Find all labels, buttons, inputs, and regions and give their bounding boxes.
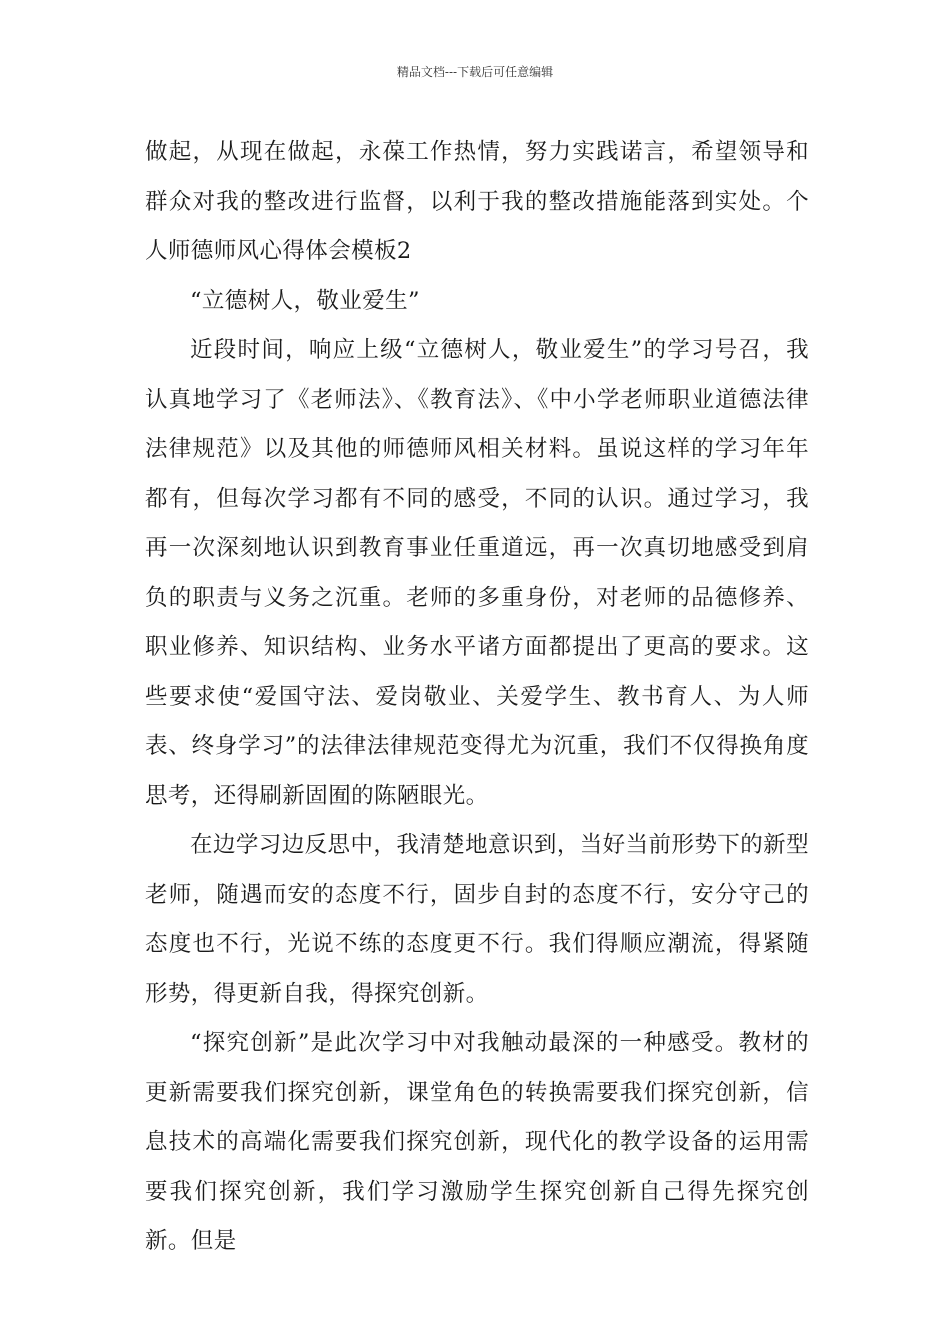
paragraph-slogan: “立德树人，敬业爱生” (190, 287, 420, 314)
paragraph-continuation: 做起，从现在做起，永葆工作热情，努力实践诺言，希望领导和群众对我的整改进行监督，以利于我的整改措施能落到实处。个人师德师风心得体会模板2 (145, 139, 809, 264)
paragraph-innovation: “探究创新”是此次学习中对我触动最深的一种感受。教材的更新需要我们探究创新，课堂角色的转换需要我们探究创新，信息技术的高端化需要我们探究创新，现代化的教学设备的运用需要我们探究创新，我们学习激励学生探究创新自己得先探究创新。但是 (145, 1030, 809, 1254)
paragraph-reflection: 在边学习边反思中，我清楚地意识到，当好当前形势下的新型老师，随遇而安的态度不行，固步自封的态度不行，安分守己的态度也不行，光说不练的态度更不行。我们得顺应潮流，得紧随形势，得更新自我，得探究创新。 (145, 832, 809, 1007)
page-header: 精品文档---下载后可任意编辑 (396, 65, 554, 79)
document-body (145, 128, 809, 1267)
paragraph-study: 近段时间，响应上级“立德树人，敬业爱生”的学习号召，我认真地学习了《老师法》、《教育法》、《中小学老师职业道德法律法律规范》以及其他的师德师风相关材料。虽说这样的学习年年都有，但每次学习都有不同的感受，不同的认识。通过学习，我再一次深刻地认识到教育事业任重道远，再一次真切地感受到肩负的职责与义务之沉重。老师的多重身份，对老师的品德修养、职业修养、知识结构、业务水平诸方面都提出了更高的要求。这些要求使“爱国守法、爱岗敬业、关爱学生、教书育人、为人师表、终身学习”的法律法律规范变得尤为沉重，我们不仅得换角度思考，还得刷新固囿的陈陋眼光。 (145, 337, 809, 809)
